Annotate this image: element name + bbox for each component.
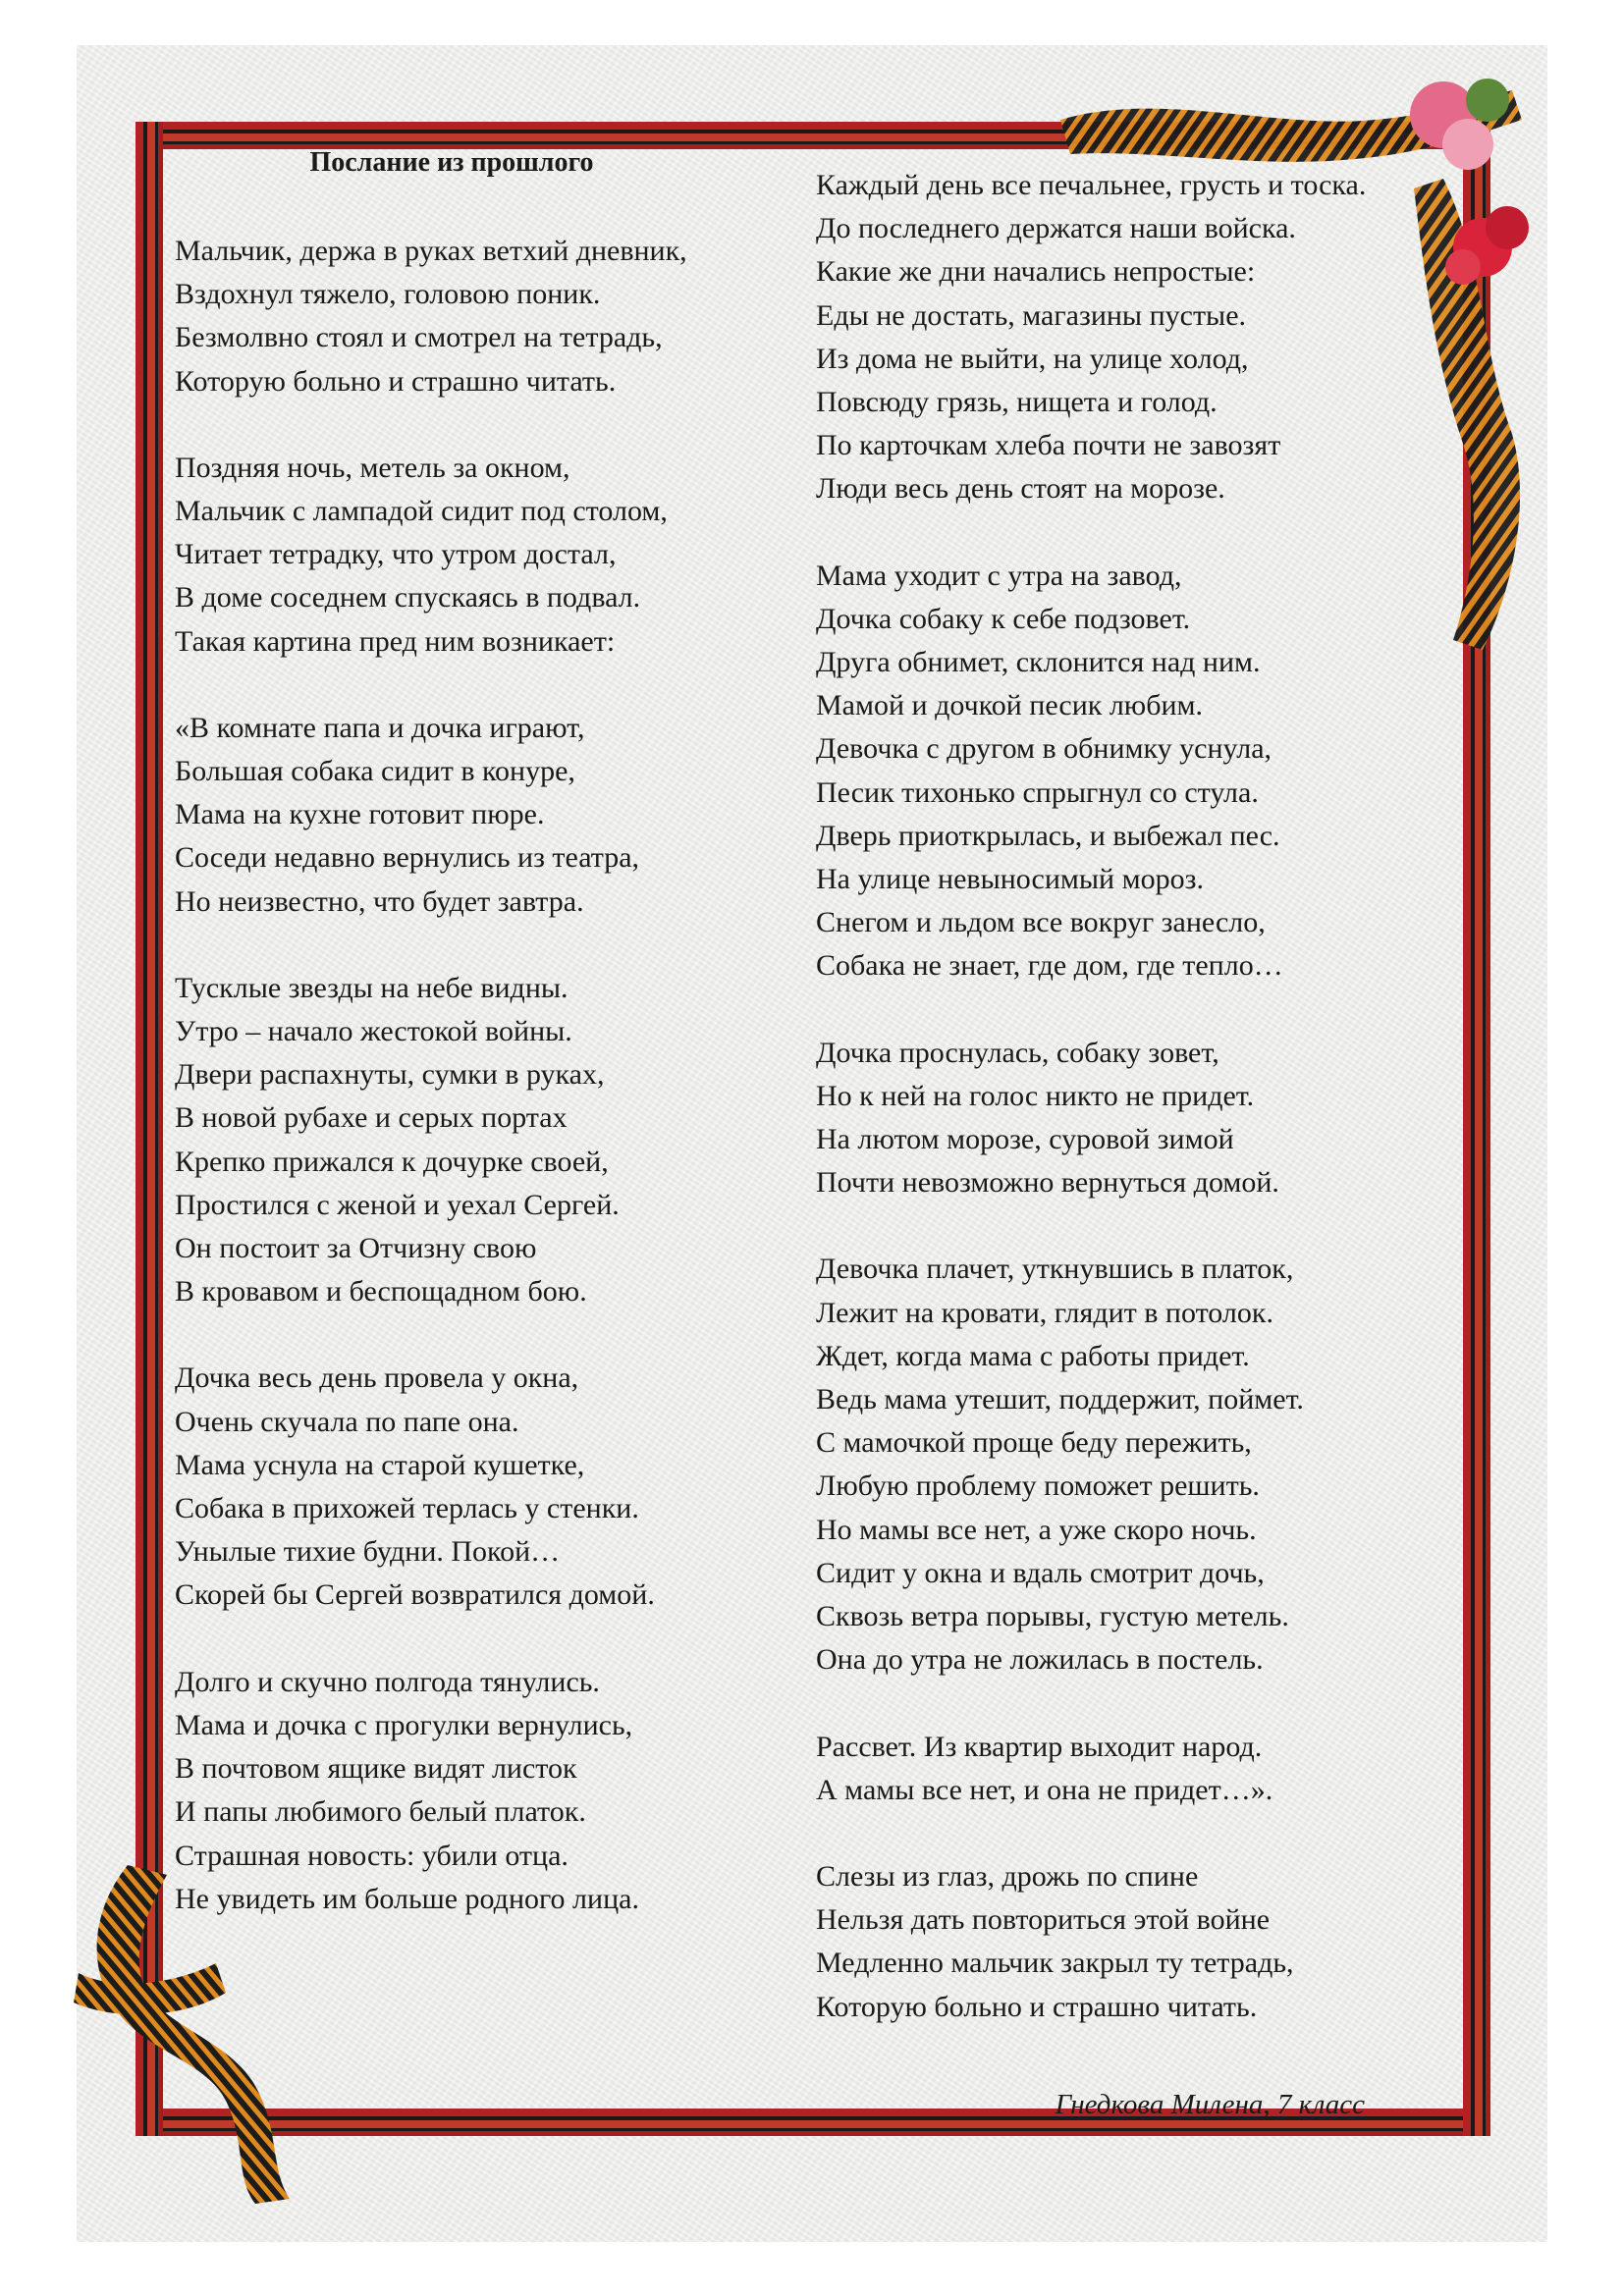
- stanza: [175, 707, 687, 924]
- poem-line: Утро – начало жестокой войны.: [175, 1015, 572, 1048]
- poem-line: Безмолвно стоял и смотрел на тетрадь,: [175, 321, 663, 354]
- poem-line: Нельзя дать повториться этой войне: [816, 1903, 1271, 1937]
- poem-line: Дочка собаку к себе подзовет.: [816, 602, 1191, 635]
- stanza: [816, 1726, 1366, 1812]
- poem-line: Мама уходит с утра на завод,: [816, 559, 1182, 592]
- poem-line: Соседи недавно вернулись из театра,: [175, 841, 640, 875]
- poem-line: Очень скучала по папе она.: [175, 1405, 519, 1438]
- poem-line: Долго и скучно полгода тянулись.: [175, 1665, 600, 1698]
- poem-line: Мамой и дочкой песик любим.: [816, 689, 1204, 722]
- stanza: [175, 1661, 687, 1921]
- poem-line: Еды не достать, магазины пустые.: [816, 298, 1247, 332]
- poem-line: Тусклые звезды на небе видны.: [175, 971, 568, 1004]
- poem-line: Девочка плачет, уткнувшись в платок,: [816, 1253, 1294, 1286]
- poem-line: Вздохнул тяжело, головою поник.: [175, 278, 601, 311]
- poem-line: Которую больно и страшно читать.: [175, 364, 617, 398]
- poem-line: Но мамы все нет, а уже скоро ночь.: [816, 1513, 1257, 1546]
- poem-line: Почти невозможно вернуться домой.: [816, 1166, 1279, 1200]
- poem-line: Он постоит за Отчизну свою: [175, 1232, 537, 1265]
- left-column: [175, 230, 687, 1964]
- poem-line: Собака не знает, где дом, где тепло…: [816, 949, 1283, 983]
- poem-line: «В комнате папа и дочка играют,: [175, 711, 585, 744]
- poem-line: По карточкам хлеба почти не завозят: [816, 429, 1281, 462]
- poem-line: Читает тетрадку, что утром достал,: [175, 538, 617, 571]
- poem-line: Медленно мальчик закрыл ту тетрадь,: [816, 1947, 1294, 1980]
- poem-line: Люди весь день стоят на морозе.: [816, 472, 1225, 506]
- stanza: [175, 230, 687, 403]
- poem-line: В новой рубахе и серых портах: [175, 1101, 568, 1135]
- poem-line: В почтовом ящике видят листок: [175, 1752, 577, 1786]
- poem-line: Мальчик, держа в руках ветхий дневник,: [175, 235, 687, 267]
- stanza: [816, 1032, 1366, 1205]
- stanza: [175, 447, 687, 664]
- poem-line: Снегом и льдом все вокруг занесло,: [816, 906, 1266, 939]
- poem-line: Унылые тихие будни. Покой…: [175, 1535, 561, 1569]
- poem-line: Большая собака сидит в конуре,: [175, 755, 575, 788]
- poem-line: Слезы из глаз, дрожь по спине: [816, 1859, 1199, 1893]
- stanza: [816, 164, 1366, 511]
- poem-line: Друга обнимет, склонится над ним.: [816, 646, 1261, 679]
- poem-line: Крепко прижался к дочурке своей,: [175, 1145, 609, 1178]
- poem-line: Девочка с другом в обнимку уснула,: [816, 732, 1272, 766]
- author-signature: Гнедкова Милена, 7 класс: [1055, 2089, 1365, 2120]
- poem-line: Но неизвестно, что будет завтра.: [175, 884, 584, 918]
- poem-line: Дверь приоткрылась, и выбежал пес.: [816, 819, 1280, 852]
- poem-line: Любую проблему поможет решить.: [816, 1469, 1260, 1503]
- poem-line: Такая картина пред ним возникает:: [175, 624, 616, 658]
- poem-line: Ждет, когда мама с работы придет.: [816, 1339, 1250, 1372]
- poem-line: Двери распахнуты, сумки в руках,: [175, 1058, 605, 1092]
- right-column: [816, 164, 1366, 2072]
- poem-line: Дочка проснулась, собаку зовет,: [816, 1036, 1219, 1069]
- poem-line: Дочка весь день провела у окна,: [175, 1362, 579, 1395]
- poem-line: А мамы все нет, и она не придет…».: [816, 1773, 1273, 1806]
- poem-line: Какие же дни начались непростые:: [816, 255, 1256, 289]
- poem-line: Каждый день все печальнее, грусть и тоска.: [816, 169, 1367, 201]
- poem-line: Она до утра не ложилась в постель.: [816, 1643, 1264, 1677]
- poem-line: С мамочкой проще беду пережить,: [816, 1426, 1252, 1460]
- poem-line: До последнего держатся наши войска.: [816, 212, 1296, 245]
- poem-line: Поздняя ночь, метель за окном,: [175, 451, 570, 484]
- poem-line: Которую больно и страшно читать.: [816, 1990, 1258, 2023]
- poem-line: Не увидеть им больше родного лица.: [175, 1882, 639, 1915]
- poem-line: Мама уснула на старой кушетке,: [175, 1448, 585, 1481]
- poem-line: Песик тихонько спрыгнул со стула.: [816, 775, 1259, 809]
- poem-title: Послание из прошлого: [309, 147, 594, 178]
- poem-line: Мальчик с лампадой сидит под столом,: [175, 495, 668, 528]
- poem-line: Рассвет. Из квартир выходит народ.: [816, 1730, 1263, 1763]
- poem-line: Мама на кухне готовит пюре.: [175, 798, 545, 831]
- poem-line: Сквозь ветра порывы, густую метель.: [816, 1600, 1289, 1633]
- stanza: [816, 555, 1366, 988]
- stanza: [175, 1357, 687, 1617]
- poem-line: Из дома не выйти, на улице холод,: [816, 342, 1249, 375]
- poem-line: Мама и дочка с прогулки вернулись,: [175, 1708, 633, 1741]
- stanza: [175, 967, 687, 1314]
- stanza: [816, 1855, 1366, 2029]
- poem-line: На улице невыносимый мороз.: [816, 863, 1204, 896]
- frame-left-border: [135, 122, 163, 2136]
- poem-line: Но к ней на голос никто не придет.: [816, 1079, 1255, 1112]
- poem-line: В доме соседнем спускаясь в подвал.: [175, 581, 641, 614]
- poem-line: Страшная новость: убили отца.: [175, 1839, 568, 1872]
- poem-line: Повсюду грязь, нищета и голод.: [816, 386, 1218, 419]
- poem-line: В кровавом и беспощадном бою.: [175, 1275, 587, 1308]
- poem-line: Ведь мама утешит, поддержит, поймет.: [816, 1383, 1304, 1416]
- poem-line: Лежит на кровати, глядит в потолок.: [816, 1296, 1273, 1329]
- stanza: [816, 1248, 1366, 1682]
- poem-line: Простился с женой и уехал Сергей.: [175, 1188, 620, 1221]
- poem-line: Сидит у окна и вдаль смотрит дочь,: [816, 1556, 1265, 1589]
- poem-line: Собака в прихожей терлась у стенки.: [175, 1492, 639, 1525]
- poem-line: Скорей бы Сергей возвратился домой.: [175, 1578, 655, 1612]
- poem-line: На лютом морозе, суровой зимой: [816, 1123, 1234, 1156]
- poem-line: И папы любимого белый платок.: [175, 1795, 586, 1829]
